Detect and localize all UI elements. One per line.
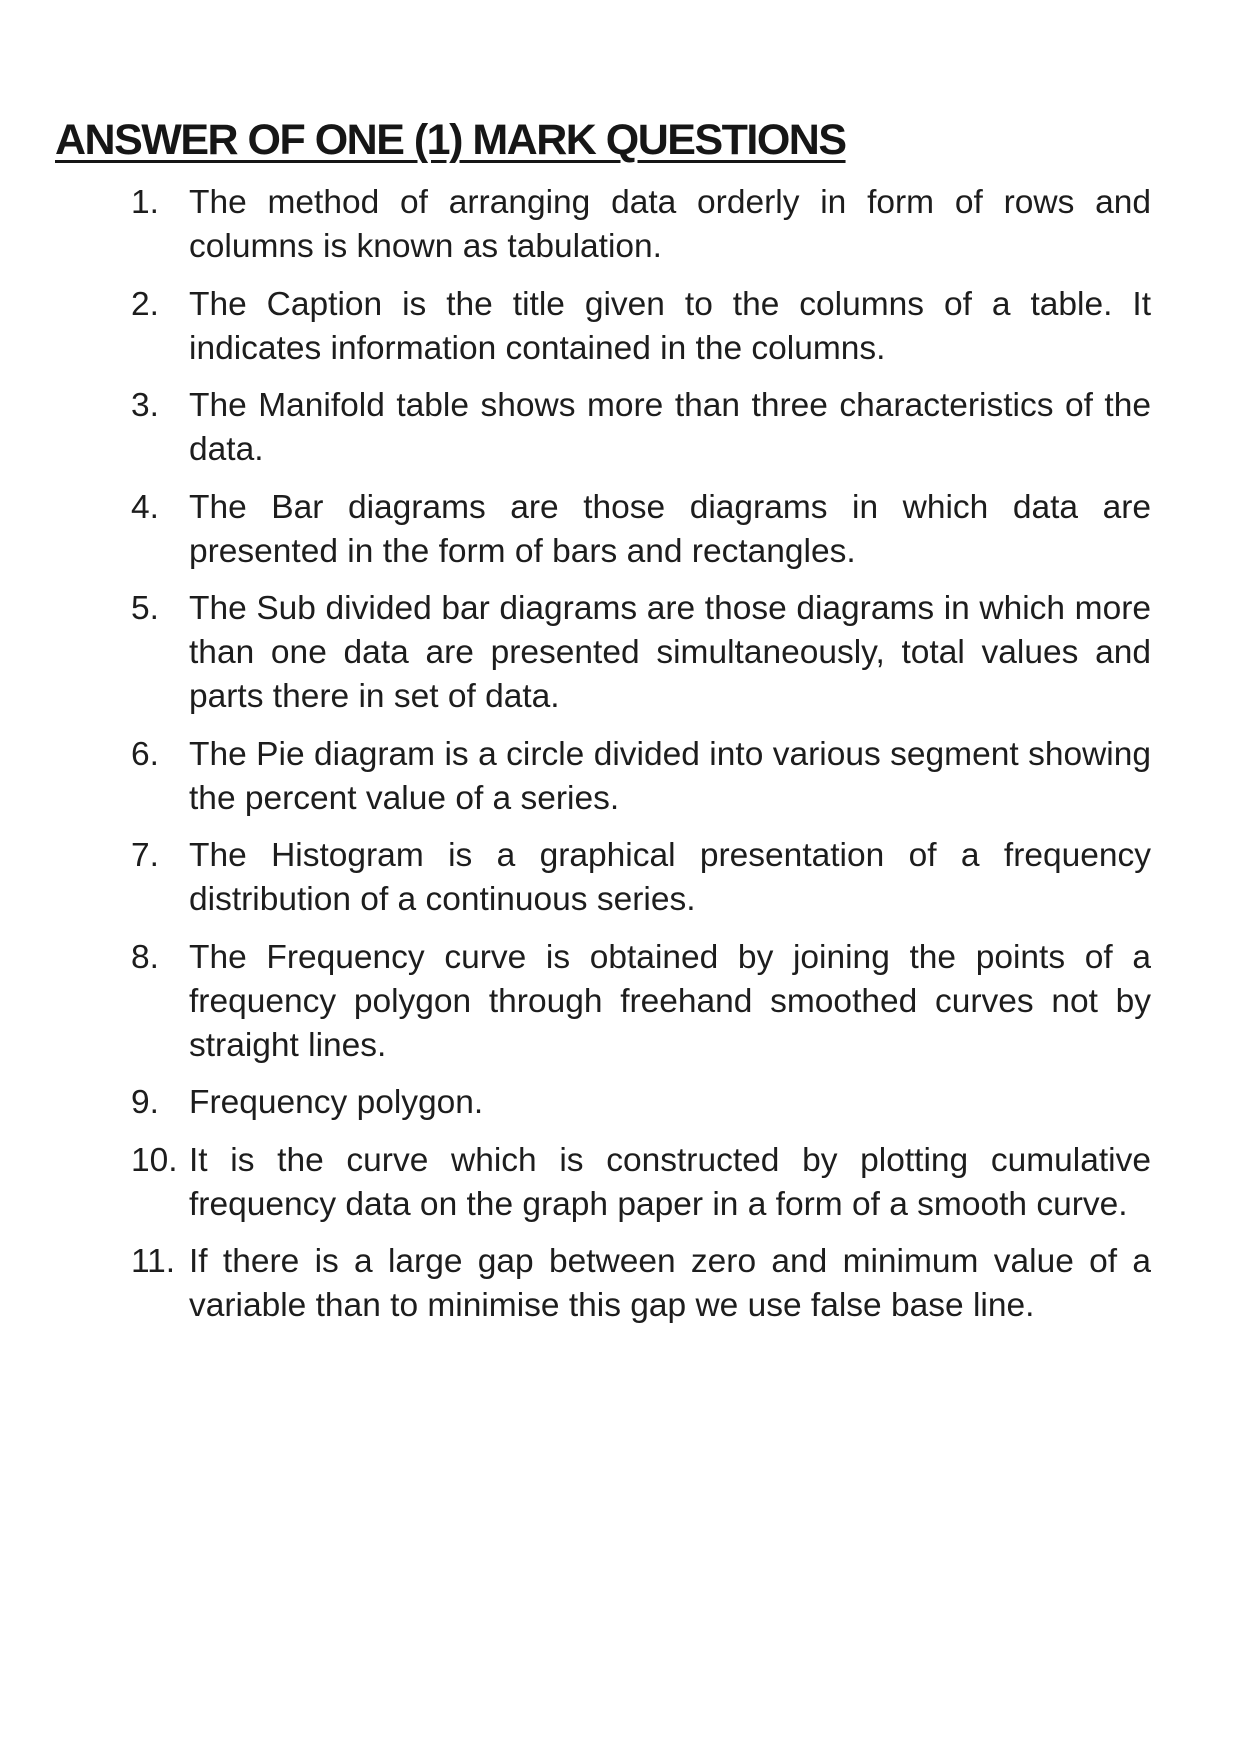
answer-item <box>131 1240 1151 1328</box>
answer-text: The Caption is the title given to the columns of a table. It indicates information contained in the columns. <box>189 285 1151 367</box>
answer-number: 9. <box>131 1084 159 1121</box>
answer-text: It is the curve which is constructed by plotting cumulative frequency data on the graph paper in a form of a smooth curve. <box>189 1141 1151 1223</box>
answer-number: 10. <box>131 1141 178 1179</box>
answer-item <box>131 587 1151 719</box>
answer-number: 6. <box>131 735 159 773</box>
answer-number: 1. <box>131 184 159 221</box>
answer-text: The Frequency curve is obtained by joining the points of a frequency polygon through freehand smoothed curves not by straight lines. <box>189 938 1151 1064</box>
answer-number: 3. <box>131 387 159 424</box>
answer-item <box>131 936 1151 1068</box>
answer-text: The Manifold table shows more than three characteristics of the data. <box>189 387 1151 468</box>
answer-item <box>131 486 1151 574</box>
answer-number: 11. <box>131 1243 176 1280</box>
page-heading: ANSWER OF ONE (1) MARK QUESTIONS <box>55 116 846 164</box>
answer-text: The Sub divided bar diagrams are those diagrams in which more than one data are presented simultaneously, total values and parts there in set of data. <box>189 590 1151 715</box>
answer-number: 2. <box>131 285 159 323</box>
answer-number: 4. <box>131 488 159 526</box>
answer-text: The Pie diagram is a circle divided into various segment showing the percent value of a series. <box>189 735 1151 817</box>
answer-text: The Bar diagrams are those diagrams in which data are presented in the form of bars and rectangles. <box>189 488 1151 570</box>
answer-item <box>131 1139 1151 1227</box>
answer-text: The Histogram is a graphical presentation of a frequency distribution of a continuous series. <box>189 837 1151 918</box>
answer-number: 8. <box>131 938 159 976</box>
answer-item <box>131 1081 1151 1125</box>
answer-text: Frequency polygon. <box>189 1084 484 1121</box>
answer-item <box>131 834 1151 922</box>
answer-number: 5. <box>131 590 159 627</box>
answer-item <box>131 181 1151 269</box>
answer-item <box>131 384 1151 472</box>
answer-text: If there is a large gap between zero and minimum value of a variable than to minimise this gap we use false base line. <box>189 1243 1151 1324</box>
answer-list <box>131 181 1151 1342</box>
answer-item <box>131 283 1151 371</box>
answer-text: The method of arranging data orderly in form of rows and columns is known as tabulation. <box>189 184 1151 265</box>
answer-item <box>131 733 1151 821</box>
answer-number: 7. <box>131 837 159 874</box>
